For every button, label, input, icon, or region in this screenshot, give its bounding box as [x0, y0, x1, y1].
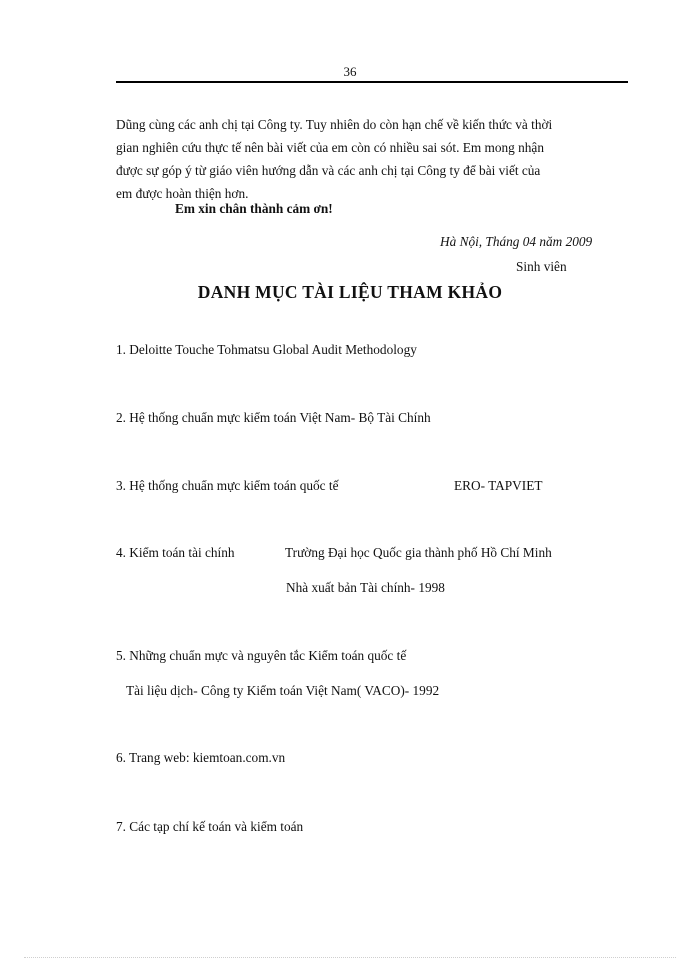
signer-label: Sinh viên — [516, 259, 567, 274]
page-number: 36 — [343, 64, 357, 79]
reference-item-5-source: Tài liệu dịch- Công ty Kiểm toán Việt Nam( VACO)- 1992 — [126, 683, 440, 698]
reference-item-5: 5. Những chuẩn mực và nguyên tắc Kiểm toán quốc tế — [116, 648, 407, 663]
paragraph-line: gian nghiên cứu thực tế nên bài viết của em còn có nhiều sai sót. Em mong nhận — [116, 140, 544, 155]
page-bottom-edge — [24, 957, 676, 958]
date-line: Hà Nội, Tháng 04 năm 2009 — [440, 234, 593, 249]
paragraph-line: Dũng cùng các anh chị tại Công ty. Tuy nhiên do còn hạn chế về kiến thức và thời — [116, 117, 553, 132]
paragraph-line: được sự góp ý từ giáo viên hướng dẫn và các anh chị tại Công ty để bài viết của — [116, 163, 541, 178]
reference-item-3: 3. Hệ thống chuẩn mực kiểm toán quốc tế — [116, 478, 339, 493]
paragraph-line: em được hoàn thiện hơn. — [116, 186, 249, 201]
reference-item-7: 7. Các tạp chí kế toán và kiểm toán — [116, 819, 304, 834]
reference-item-4: 4. Kiểm toán tài chính — [116, 545, 235, 560]
reference-item-4-source: Trường Đại học Quốc gia thành phố Hồ Chí Minh — [285, 545, 552, 560]
header-rule — [116, 81, 628, 83]
reference-item-2: 2. Hệ thống chuẩn mực kiểm toán Việt Nam- Bộ Tài Chính — [116, 410, 431, 425]
reference-item-3-source: ERO- TAPVIET — [454, 478, 543, 493]
reference-item-1: 1. Deloitte Touche Tohmatsu Global Audit Methodology — [116, 342, 417, 357]
closing-paragraph — [116, 113, 628, 205]
reference-item-6: 6. Trang web: kiemtoan.com.vn — [116, 750, 286, 765]
thanks-line: Em xin chân thành cảm ơn! — [175, 201, 333, 216]
reference-item-4-publisher: Nhà xuất bản Tài chính- 1998 — [286, 580, 445, 595]
references-title: DANH MỤC TÀI LIỆU THAM KHẢO — [197, 282, 503, 302]
